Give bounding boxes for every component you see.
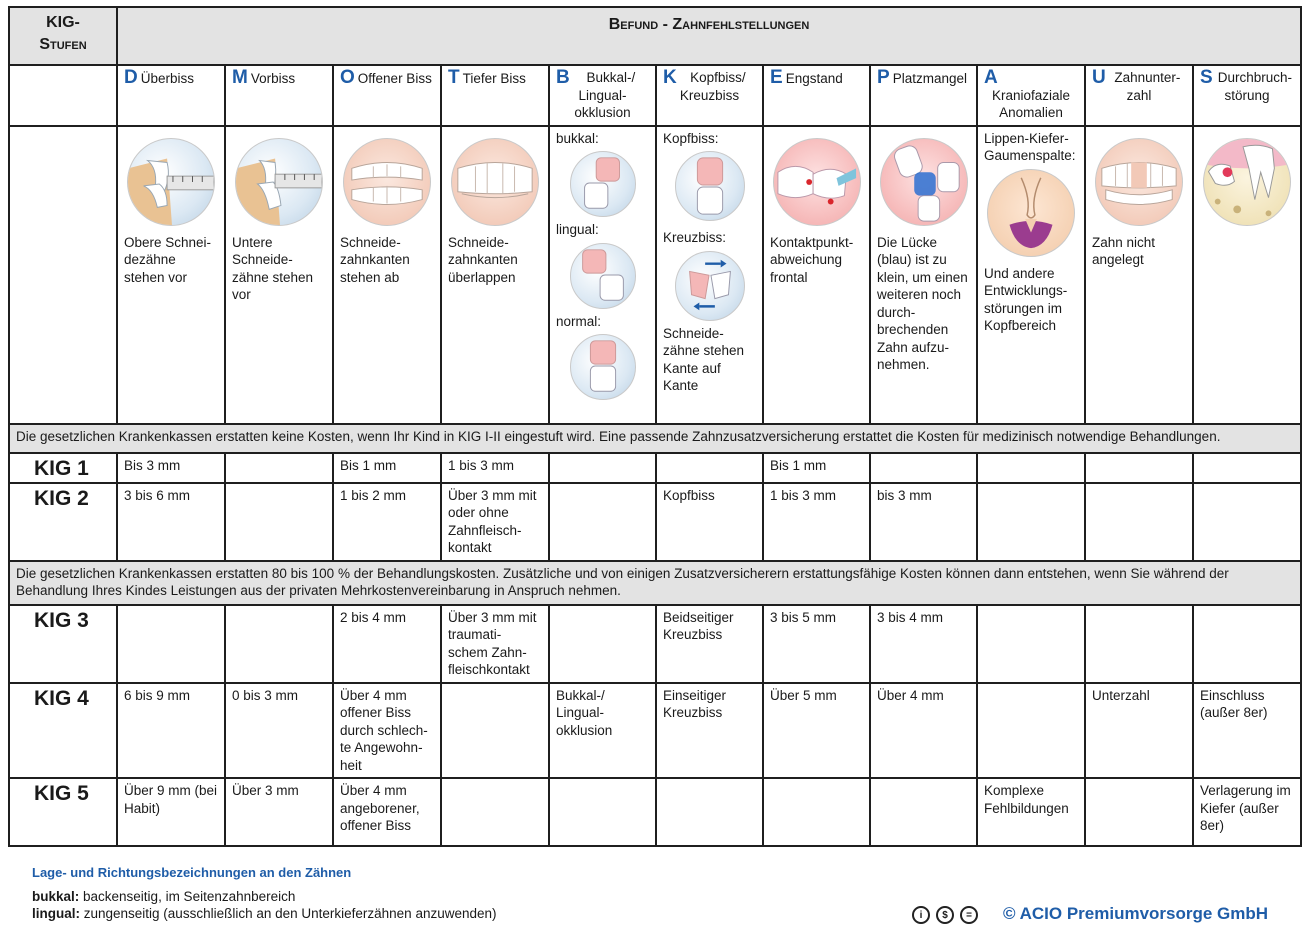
table-cell: 3 bis 6 mm <box>117 483 225 561</box>
molar-bukkal-icon <box>570 151 636 217</box>
header-row <box>9 7 1301 65</box>
illustration-s <box>1193 126 1301 424</box>
table-cell <box>549 483 656 561</box>
category-label: Platzmangel <box>892 71 967 86</box>
table-cell: 3 bis 5 mm <box>763 605 870 683</box>
table-cell: Über 3 mm mit oder ohne Zahnfleisch- kontakt <box>441 483 549 561</box>
category-t <box>441 65 549 126</box>
illustration-description: Obere Schnei- dezähne stehen vor <box>124 234 212 285</box>
table-cell: 6 bis 9 mm <box>117 683 225 779</box>
table-cell: Bis 3 mm <box>117 453 225 483</box>
copyright-notice: © ACIO Premiumvorsorge GmbH <box>1003 904 1269 923</box>
impacted-tooth-icon <box>1203 138 1291 226</box>
category-letter: M <box>232 67 248 88</box>
category-label: Kopfbiss/ Kreuzbiss <box>679 70 746 103</box>
table-cell: bis 3 mm <box>870 483 977 561</box>
table-cell: Über 9 mm (bei Habit) <box>117 778 225 846</box>
illustration-description: Untere Schneide- zähne stehen vor <box>232 234 314 302</box>
notice-row-high <box>9 561 1301 605</box>
level-label: KIG 5 <box>9 778 117 846</box>
category-letter: K <box>663 67 677 88</box>
notice-high: Die gesetzlichen Krankenkassen erstatten 80 bis 100 % der Behandlungskosten. Zusätzliche und von einigen Zusatzversicherern erstattungsfähige Kosten können dann entstehen, wenn Sie während der Behandlung Ihres Kindes Leistungen aus der privaten Mehrkostenvereinbarung in Anspruch nehmen. <box>9 561 1301 605</box>
table-cell <box>1193 605 1301 683</box>
table-cell <box>870 453 977 483</box>
illustration-empty-cell <box>9 126 117 424</box>
illustration-description: Zahn nicht angelegt <box>1092 234 1156 267</box>
table-cell <box>225 605 333 683</box>
table-cell <box>549 778 656 846</box>
table-row <box>9 778 1301 846</box>
molar-lingual-icon <box>570 243 636 309</box>
category-letter: P <box>877 67 890 88</box>
category-label: Überbiss <box>140 71 195 86</box>
table-cell: Einseitiger Kreuzbiss <box>656 683 763 779</box>
open-bite-icon <box>343 138 431 226</box>
table-cell <box>1193 453 1301 483</box>
legend-definition: zungenseitig (ausschließlich an den Unterkieferzähnen anzuwenden) <box>80 906 497 921</box>
table-cell <box>225 453 333 483</box>
table-cell: Kopfbiss <box>656 483 763 561</box>
crossbite-icon <box>675 251 745 321</box>
level-label: KIG 3 <box>9 605 117 683</box>
category-letter: D <box>124 67 138 88</box>
table-cell <box>977 453 1085 483</box>
table-cell: Über 4 mm offener Biss durch schlech- te Angewohn- heit <box>333 683 441 779</box>
category-p <box>870 65 977 126</box>
table-cell: Bukkal-/ Lingual- okklusion <box>549 683 656 779</box>
category-e <box>763 65 870 126</box>
kopfbiss-label: Kopfbiss: <box>663 130 719 146</box>
category-letter: T <box>448 67 460 88</box>
table-cell: Einschluss (außer 8er) <box>1193 683 1301 779</box>
table-cell: 1 bis 3 mm <box>441 453 549 483</box>
category-row <box>9 65 1301 126</box>
missing-tooth-icon <box>1095 138 1183 226</box>
illustration-e <box>763 126 870 424</box>
table-cell: Über 3 mm mit traumati- schem Zahn- fleischkontakt <box>441 605 549 683</box>
category-letter: A <box>984 67 998 88</box>
illustration-t <box>441 126 549 424</box>
illustration-a <box>977 126 1085 424</box>
befund-header: Befund - Zahnfehlstellungen <box>117 7 1301 65</box>
table-cell: Unterzahl <box>1085 683 1193 779</box>
table-cell: 1 bis 2 mm <box>333 483 441 561</box>
category-label: Engstand <box>785 71 843 86</box>
category-a <box>977 65 1085 126</box>
table-cell <box>1193 483 1301 561</box>
table-row <box>9 483 1301 561</box>
table-cell <box>549 605 656 683</box>
category-letter: S <box>1200 67 1213 88</box>
illustration-description: Schneide- zahnkanten stehen ab <box>340 234 410 285</box>
table-cell: 0 bis 3 mm <box>225 683 333 779</box>
illustration-description: Kontaktpunkt- abweichung frontal <box>770 234 854 285</box>
table-cell: 2 bis 4 mm <box>333 605 441 683</box>
legend-lingual <box>32 906 497 921</box>
table-cell <box>1085 453 1193 483</box>
normal-label: normal: <box>556 313 602 329</box>
cc-nc-icon: $ <box>936 906 954 924</box>
cc-by-icon: i <box>912 906 930 924</box>
notice-row-low <box>9 424 1301 453</box>
creative-commons-icons <box>912 906 978 924</box>
table-cell <box>977 483 1085 561</box>
kig-header-line2: Stufen <box>39 36 87 53</box>
kig-stufen-header <box>9 7 117 65</box>
illustration-row <box>9 126 1301 424</box>
level-label: KIG 2 <box>9 483 117 561</box>
category-label: Offener Biss <box>357 71 432 86</box>
table-cell <box>977 605 1085 683</box>
category-label: Vorbiss <box>250 71 296 86</box>
level-label: KIG 1 <box>9 453 117 483</box>
table-cell <box>441 778 549 846</box>
category-label: Kraniofaziale Anomalien <box>991 87 1071 120</box>
table-cell <box>117 605 225 683</box>
category-letter: E <box>770 67 783 88</box>
category-letter: B <box>556 67 570 88</box>
table-cell: Über 3 mm <box>225 778 333 846</box>
table-cell: Bis 1 mm <box>333 453 441 483</box>
kig-header-line1: KIG- <box>46 14 80 31</box>
table-cell: 3 bis 4 mm <box>870 605 977 683</box>
table-cell: Über 4 mm <box>870 683 977 779</box>
category-m <box>225 65 333 126</box>
illustration-p <box>870 126 977 424</box>
category-label: Zahnunter- zahl <box>1114 70 1181 103</box>
space-deficiency-icon <box>880 138 968 226</box>
table-cell: 1 bis 3 mm <box>763 483 870 561</box>
illustration-k <box>656 126 763 424</box>
table-cell: Über 4 mm angeborener, offener Biss <box>333 778 441 846</box>
kreuzbiss-label: Kreuzbiss: <box>663 230 727 245</box>
overjet-ruler-icon <box>127 138 215 226</box>
category-empty-cell <box>9 65 117 126</box>
molar-normal-icon <box>570 334 636 400</box>
cleft-palate-icon <box>987 169 1075 257</box>
illustration-o <box>333 126 441 424</box>
table-cell <box>225 483 333 561</box>
kopfbiss-icon <box>675 151 745 221</box>
illustration-description: Und andere Entwicklungs- störungen im Kopfbereich <box>984 265 1068 333</box>
underbite-ruler-icon <box>235 138 323 226</box>
table-cell <box>549 453 656 483</box>
table-cell <box>1085 778 1193 846</box>
illustration-d <box>117 126 225 424</box>
crowding-icon <box>773 138 861 226</box>
table-cell: Komplexe Fehlbildungen <box>977 778 1085 846</box>
legend-title: Lage- und Richtungsbezeichnungen an den Zähnen <box>32 865 352 880</box>
table-cell <box>763 778 870 846</box>
category-o <box>333 65 441 126</box>
table-cell <box>656 453 763 483</box>
notice-low: Die gesetzlichen Krankenkassen erstatten keine Kosten, wenn Ihr Kind in KIG I-II eingestuft wird. Eine passende Zahnzusatzversicherung erstattet die Kosten für medizinisch notwendige Behandlungen. <box>9 424 1301 453</box>
illustration-u <box>1085 126 1193 424</box>
table-row <box>9 453 1301 483</box>
table-cell: Beidseitiger Kreuzbiss <box>656 605 763 683</box>
category-u <box>1085 65 1193 126</box>
table-cell <box>656 778 763 846</box>
illustration-description: Schneide- zahnkanten überlappen <box>448 234 518 285</box>
lingual-label: lingual: <box>556 222 599 237</box>
table-cell <box>1085 483 1193 561</box>
category-b <box>549 65 656 126</box>
table-cell <box>1085 605 1193 683</box>
table-cell: Bis 1 mm <box>763 453 870 483</box>
category-k <box>656 65 763 126</box>
legend-term: lingual: <box>32 906 80 921</box>
legend-term: bukkal: <box>32 889 80 904</box>
table-cell: Verlagerung im Kiefer (außer 8er) <box>1193 778 1301 846</box>
cleft-label: Lippen-Kiefer- Gaumenspalte: <box>984 130 1076 163</box>
legend-definition: backenseitig, im Seitenzahnbereich <box>79 889 296 904</box>
category-label: Bukkal-/ Lingual- okklusion <box>574 70 636 120</box>
category-letter: O <box>340 67 355 88</box>
illustration-b <box>549 126 656 424</box>
illustration-m <box>225 126 333 424</box>
category-s <box>1193 65 1301 126</box>
category-label: Durchbruch- störung <box>1217 70 1292 103</box>
kig-table <box>8 6 1302 847</box>
legend-bukkal <box>32 889 295 904</box>
deep-bite-icon <box>451 138 539 226</box>
table-cell <box>441 683 549 779</box>
table-cell: Über 5 mm <box>763 683 870 779</box>
bukkal-label: bukkal: <box>556 130 599 146</box>
category-d <box>117 65 225 126</box>
level-label: KIG 4 <box>9 683 117 779</box>
table-row <box>9 605 1301 683</box>
category-letter: U <box>1092 67 1106 88</box>
table-row <box>9 683 1301 779</box>
category-label: Tiefer Biss <box>462 71 526 86</box>
table-cell <box>870 778 977 846</box>
illustration-description: Schneide- zähne stehen Kante auf Kante <box>663 325 745 393</box>
cc-nd-icon: = <box>960 906 978 924</box>
illustration-description: Die Lücke (blau) ist zu klein, um einen weiteren noch durch- brechenden Zahn aufzu- nehmen. <box>877 234 968 372</box>
table-cell <box>977 683 1085 779</box>
